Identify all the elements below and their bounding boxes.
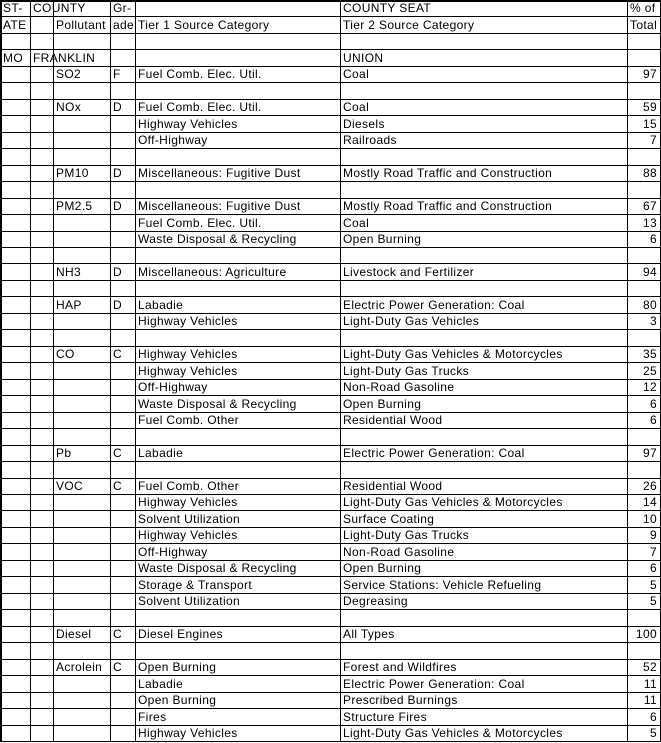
grade-cell	[111, 511, 135, 527]
tier2-cell: Electric Power Generation: Coal	[343, 677, 525, 691]
pct-cell	[628, 281, 660, 296]
tier1-cell: Solvent Utilization	[138, 594, 241, 608]
tier2-cell	[341, 610, 627, 626]
tier1-cell: Off-Highway	[138, 545, 208, 559]
grade-cell	[111, 544, 135, 560]
grade-cell	[111, 133, 135, 148]
tier1-cell: Highway Vehicles	[138, 726, 238, 740]
grade-cell	[111, 709, 135, 725]
grade-cell	[111, 561, 135, 576]
tier1-cell: Fuel Comb. Other	[138, 479, 239, 493]
tier2-cell: Degreasing	[343, 594, 408, 608]
tier1-cell: Fuel Comb. Elec. Util.	[138, 100, 262, 114]
tier1-cell: Labadie	[138, 677, 184, 691]
pollutant-cell	[54, 643, 110, 659]
tier1-cell: Fuel Comb. Other	[138, 413, 239, 427]
pct-cell	[628, 643, 660, 659]
tier2-cell: Light-Duty Gas Trucks	[343, 364, 470, 378]
column-divider	[30, 0, 31, 742]
tier1-cell: Open Burning	[138, 693, 217, 707]
tier1-cell: Waste Disposal & Recycling	[138, 232, 297, 246]
pct-cell: 26	[642, 479, 657, 493]
pct-cell: 97	[642, 67, 657, 81]
pollutant-cell	[54, 83, 110, 99]
pct-cell	[628, 182, 660, 198]
pollutant-cell: PM2.5	[56, 199, 93, 213]
pollutant-cell	[54, 544, 110, 560]
grade-cell	[111, 610, 135, 626]
grade-cell: D	[113, 166, 123, 180]
pollutant-cell	[54, 462, 110, 478]
pct-cell: 5	[649, 594, 657, 608]
tier2-cell: Electric Power Generation: Coal	[343, 446, 525, 460]
pollutant-cell	[54, 561, 110, 576]
pct-cell: 80	[642, 298, 657, 312]
pct-cell	[628, 149, 660, 165]
tier2-cell	[341, 429, 627, 445]
header-grade-bottom: ade	[113, 18, 135, 32]
pct-cell	[628, 429, 660, 445]
county-value: FRANKLIN	[33, 51, 96, 65]
pollutant-cell	[54, 149, 110, 165]
pollutant-cell	[54, 577, 110, 593]
tier2-cell: Structure Fires	[343, 710, 427, 724]
header-pct-top: % of	[630, 1, 656, 15]
pollutant-cell	[54, 248, 110, 263]
grade-cell	[111, 528, 135, 543]
pct-cell: 12	[642, 380, 657, 394]
pct-cell: 35	[642, 347, 657, 361]
header-state-bottom: ATE	[3, 18, 27, 32]
tier2-cell: Light-Duty Gas Vehicles & Motorcycles	[343, 347, 563, 361]
pollutant-cell	[54, 495, 110, 510]
grade-cell	[111, 396, 135, 412]
pct-cell: 15	[642, 117, 657, 131]
tier2-cell: Diesels	[343, 117, 385, 131]
tier2-cell: Mostly Road Traffic and Construction	[343, 166, 553, 180]
tier1-cell: Miscellaneous: Fugitive Dust	[138, 199, 301, 213]
pollutant-cell	[54, 511, 110, 527]
pct-cell: 9	[649, 528, 657, 542]
pct-cell	[628, 462, 660, 478]
pct-cell: 13	[642, 216, 657, 230]
tier2-cell: Light-Duty Gas Vehicles & Motorcycles	[343, 495, 563, 509]
pollutant-cell	[54, 709, 110, 725]
pct-cell: 88	[642, 166, 657, 180]
pollutant-cell: NH3	[56, 265, 82, 279]
tier2-cell	[341, 462, 627, 478]
header-grade-top: Gr-	[113, 1, 132, 15]
header-tier1: Tier 1 Source Category	[138, 18, 270, 32]
tier1-cell: Highway Vehicles	[138, 528, 238, 542]
pct-cell: 52	[642, 660, 657, 674]
tier1-cell: Off-Highway	[138, 380, 208, 394]
tier2-cell: Coal	[343, 100, 370, 114]
tier1-cell	[136, 248, 340, 263]
tier1-cell	[136, 462, 340, 478]
tier1-cell	[136, 149, 340, 165]
grade-cell	[111, 462, 135, 478]
header-pct-bottom: Total	[630, 18, 658, 32]
pct-cell: 59	[642, 100, 657, 114]
grade-cell: D	[113, 100, 123, 114]
tier2-cell: Light-Duty Gas Vehicles & Motorcycles	[343, 726, 563, 740]
state-value: MO	[3, 51, 24, 65]
pollutant-cell	[54, 610, 110, 626]
pollutant-cell	[54, 330, 110, 346]
tier1-cell: Waste Disposal & Recycling	[138, 397, 297, 411]
pollutant-cell	[54, 693, 110, 708]
tier1-cell: Highway Vehicles	[138, 364, 238, 378]
tier2-cell: Light-Duty Gas Vehicles	[343, 314, 480, 328]
tier2-cell	[341, 149, 627, 165]
grade-cell	[111, 116, 135, 132]
pct-cell: 11	[643, 677, 657, 691]
pollutant-cell: HAP	[56, 298, 82, 312]
grade-cell	[111, 182, 135, 198]
grade-cell: C	[113, 627, 123, 641]
tier2-cell	[341, 83, 627, 99]
grade-cell: D	[113, 298, 123, 312]
tier1-cell: Labadie	[138, 298, 184, 312]
pct-cell	[628, 610, 660, 626]
pct-cell: 97	[642, 446, 657, 460]
pct-cell: 6	[649, 232, 657, 246]
pct-cell: 94	[642, 265, 657, 279]
tier2-cell: Open Burning	[343, 232, 422, 246]
pct-cell: 5	[649, 726, 657, 740]
pollutant-cell	[54, 116, 110, 132]
pollutant-cell	[54, 215, 110, 231]
tier1-cell: Highway Vehicles	[138, 347, 238, 361]
header-county-seat: COUNTY SEAT	[343, 1, 432, 15]
tier1-cell: Fuel Comb. Elec. Util.	[138, 67, 262, 81]
header-pollutant: Pollutant	[56, 18, 106, 32]
tier2-cell: Electric Power Generation: Coal	[343, 298, 525, 312]
pollutant-cell: SO2	[56, 67, 82, 81]
pct-cell: 10	[642, 512, 657, 526]
pct-cell: 6	[649, 397, 657, 411]
grade-cell	[111, 643, 135, 659]
tier1-cell: Storage & Transport	[138, 578, 253, 592]
pollutant-cell	[54, 726, 110, 741]
tier2-cell: Surface Coating	[343, 512, 435, 526]
grade-cell	[111, 232, 135, 247]
pollutant-cell: Acrolein	[56, 660, 103, 674]
pct-cell: 14	[642, 495, 657, 509]
tier1-cell	[136, 429, 340, 445]
pct-cell: 11	[643, 693, 657, 707]
tier2-cell: Residential Wood	[343, 413, 443, 427]
tier2-cell	[341, 182, 627, 198]
pollutant-cell: NOx	[56, 100, 82, 114]
pct-cell: 25	[642, 364, 657, 378]
grade-cell: C	[113, 660, 123, 674]
tier2-cell: All Types	[343, 627, 395, 641]
pct-cell: 3	[649, 314, 657, 328]
tier1-cell: Miscellaneous: Agriculture	[138, 265, 287, 279]
pollutant-cell	[54, 528, 110, 543]
row-divider	[0, 33, 661, 34]
tier2-cell: Open Burning	[343, 397, 422, 411]
tier1-cell: Solvent Utilization	[138, 512, 241, 526]
tier2-cell: Prescribed Burnings	[343, 693, 458, 707]
grade-cell: C	[113, 347, 123, 361]
pct-cell	[628, 330, 660, 346]
tier1-cell: Fuel Comb. Elec. Util.	[138, 216, 262, 230]
pollutant-cell	[54, 429, 110, 445]
grade-cell	[111, 149, 135, 165]
tier1-cell: Fires	[138, 710, 167, 724]
header-state-top: ST-	[3, 1, 23, 15]
tier1-cell	[136, 83, 340, 99]
pct-cell: 67	[642, 199, 657, 213]
tier2-cell: Railroads	[343, 133, 397, 147]
tier1-cell: Highway Vehicles	[138, 495, 238, 509]
grade-cell	[111, 215, 135, 231]
grade-cell	[111, 577, 135, 593]
pollutant-cell	[54, 182, 110, 198]
grade-cell	[111, 429, 135, 445]
tier2-cell	[341, 643, 627, 659]
grade-cell	[111, 83, 135, 99]
pollutant-cell	[54, 594, 110, 609]
pct-cell: 100	[635, 627, 657, 641]
tier2-cell	[341, 248, 627, 263]
tier1-cell	[136, 281, 340, 296]
pollutant-cell: PM10	[56, 166, 89, 180]
grade-cell	[111, 726, 135, 741]
grade-cell	[111, 495, 135, 510]
grade-cell	[111, 330, 135, 346]
row-divider	[0, 741, 661, 742]
tier2-cell	[341, 330, 627, 346]
tier1-cell: Miscellaneous: Fugitive Dust	[138, 166, 301, 180]
tier1-cell: Highway Vehicles	[138, 314, 238, 328]
tier1-cell	[136, 330, 340, 346]
column-divider	[0, 0, 2, 742]
tier2-cell: Light-Duty Gas Trucks	[343, 528, 470, 542]
tier2-cell: Livestock and Fertilizer	[343, 265, 475, 279]
pollutant-cell: CO	[56, 347, 75, 361]
pct-cell: 7	[649, 133, 657, 147]
grade-cell	[111, 380, 135, 395]
grade-cell	[111, 281, 135, 296]
county-seat-value: UNION	[343, 51, 384, 65]
grade-cell	[111, 413, 135, 428]
pct-cell: 7	[649, 545, 657, 559]
tier1-cell	[136, 182, 340, 198]
tier2-cell: Non-Road Gasoline	[343, 545, 455, 559]
pct-cell: 6	[649, 710, 657, 724]
pollutant-cell	[54, 676, 110, 692]
pct-cell: 6	[649, 561, 657, 575]
tier1-cell: Open Burning	[138, 660, 217, 674]
tier1-cell: Off-Highway	[138, 133, 208, 147]
tier2-cell: Coal	[343, 216, 370, 230]
pct-cell: 6	[649, 413, 657, 427]
grade-cell: C	[113, 479, 123, 493]
tier1-cell: Diesel Engines	[138, 627, 223, 641]
grade-cell	[111, 314, 135, 329]
pollutant-cell	[54, 281, 110, 296]
tier2-cell	[341, 281, 627, 296]
tier1-cell	[136, 610, 340, 626]
grade-cell: D	[113, 199, 123, 213]
tier1-cell: Waste Disposal & Recycling	[138, 561, 297, 575]
pollutant-cell: VOC	[56, 479, 84, 493]
pollutant-cell	[54, 363, 110, 379]
tier2-cell: Residential Wood	[343, 479, 443, 493]
tier2-cell: Mostly Road Traffic and Construction	[343, 199, 553, 213]
tier2-cell: Forest and Wildfires	[343, 660, 457, 674]
pollutant-cell	[54, 380, 110, 395]
grade-cell	[111, 676, 135, 692]
pct-cell	[628, 248, 660, 263]
tier1-cell: Labadie	[138, 446, 184, 460]
tier2-cell: Service Stations: Vehicle Refueling	[343, 578, 542, 592]
tier2-cell: Coal	[343, 67, 370, 81]
tier2-cell: Non-Road Gasoline	[343, 380, 455, 394]
pct-cell	[628, 83, 660, 99]
grade-cell	[111, 693, 135, 708]
header-tier2: Tier 2 Source Category	[343, 18, 475, 32]
pollutant-cell: Diesel	[56, 627, 92, 641]
pollutant-cell	[54, 396, 110, 412]
pollutant-cell	[54, 314, 110, 329]
grade-cell: F	[113, 67, 121, 81]
pollutant-cell: Pb	[56, 446, 72, 460]
grade-cell	[111, 248, 135, 263]
tier2-cell: Open Burning	[343, 561, 422, 575]
grade-cell	[111, 594, 135, 609]
tier1-cell: Highway Vehicles	[138, 117, 238, 131]
grade-cell: C	[113, 446, 123, 460]
grade-cell: D	[113, 265, 123, 279]
pollutant-cell	[54, 232, 110, 247]
grade-cell	[111, 363, 135, 379]
pct-cell: 5	[649, 578, 657, 592]
tier1-cell	[136, 643, 340, 659]
pollutant-cell	[54, 133, 110, 148]
pollutant-cell	[54, 413, 110, 428]
header-county: COUNTY	[33, 1, 86, 15]
